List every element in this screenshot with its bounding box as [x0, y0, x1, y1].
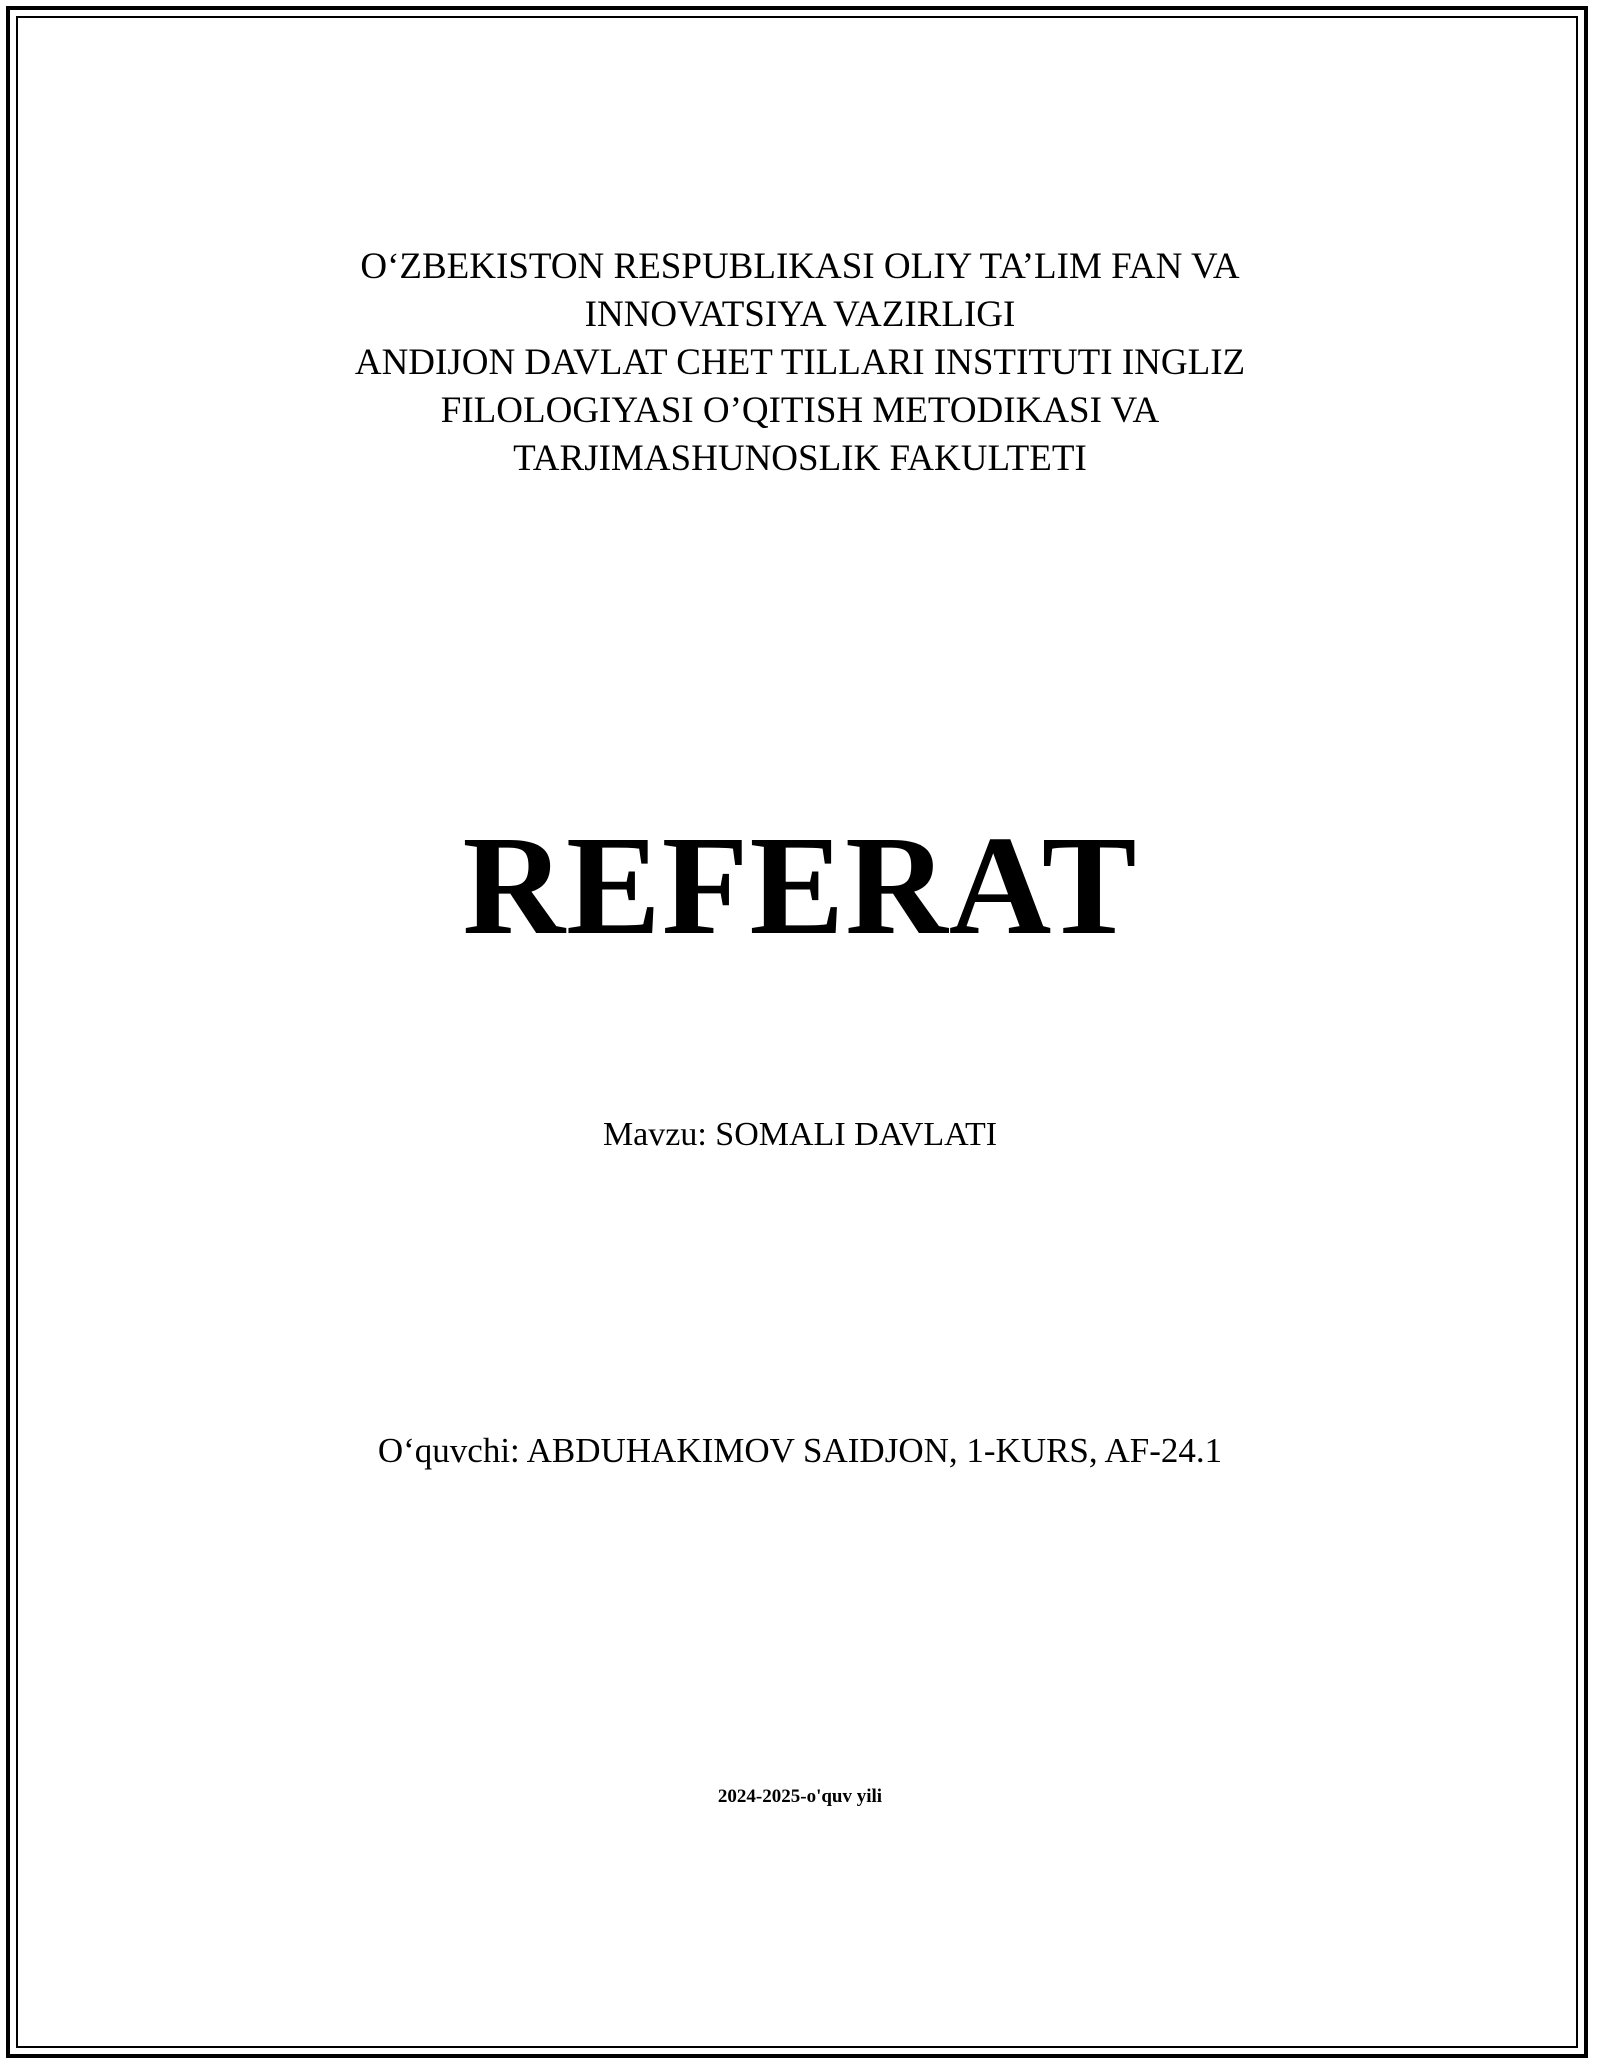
ministry-header: [0, 243, 1600, 483]
header-line: ANDIJON DAVLAT CHET TILLARI INSTITUTI INGLIZ: [354, 342, 1246, 383]
header-line: FILOLOGIYASI O’QITISH METODIKASI VA: [440, 390, 1160, 431]
header-line: O‘ZBEKISTON RESPUBLIKASI OLIY TA’LIM FAN VA: [360, 246, 1240, 287]
topic-line: Mavzu: SOMALI DAVLATI: [602, 1116, 998, 1153]
header-line: TARJIMASHUNOSLIK FAKULTETI: [513, 438, 1087, 479]
academic-year: 2024-2025-o'quv yili: [717, 1786, 883, 1807]
header-line: INNOVATSIYA VAZIRLIGI: [584, 294, 1016, 335]
document-title: REFERAT: [462, 806, 1138, 964]
student-line: O‘quvchi: ABDUHAKIMOV SAIDJON, 1-KURS, AF-24.1: [377, 1431, 1223, 1470]
